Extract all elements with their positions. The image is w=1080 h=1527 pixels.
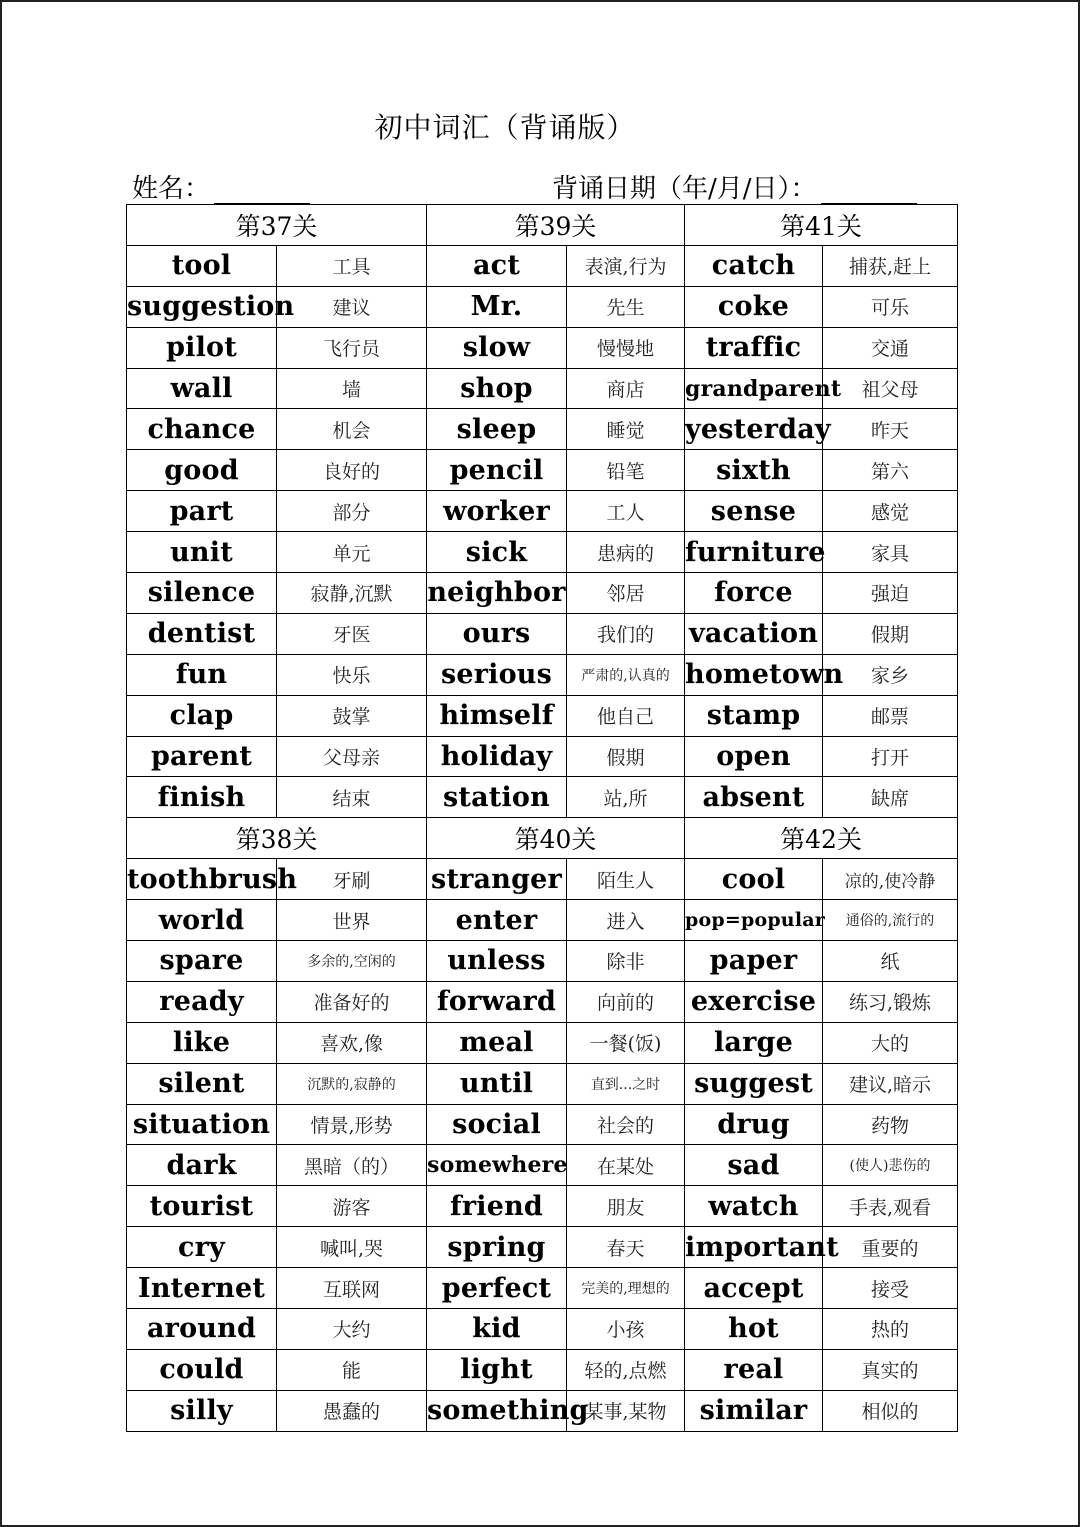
table-row xyxy=(127,1390,958,1431)
english-word: tool xyxy=(127,245,277,286)
english-word: vacation xyxy=(685,613,823,654)
english-word: neighbor xyxy=(427,573,567,614)
chinese-meaning: (使人)悲伤的 xyxy=(823,1145,958,1186)
chinese-meaning: 社会的 xyxy=(567,1104,685,1145)
english-word: something xyxy=(427,1390,567,1431)
english-word: real xyxy=(685,1349,823,1390)
english-word: perfect xyxy=(427,1268,567,1309)
english-word: parent xyxy=(127,736,277,777)
chinese-meaning: 家具 xyxy=(823,532,958,573)
english-word: fun xyxy=(127,654,277,695)
chinese-meaning: 打开 xyxy=(823,736,958,777)
english-word: until xyxy=(427,1063,567,1104)
chinese-meaning: 朋友 xyxy=(567,1186,685,1227)
chinese-meaning: 愚蠢的 xyxy=(277,1390,427,1431)
english-word: around xyxy=(127,1309,277,1350)
chinese-meaning: 黑暗（的） xyxy=(277,1145,427,1186)
english-word: holiday xyxy=(427,736,567,777)
english-word: force xyxy=(685,573,823,614)
table-row xyxy=(127,286,958,327)
chinese-meaning: 第六 xyxy=(823,450,958,491)
chinese-meaning: 铅笔 xyxy=(567,450,685,491)
chinese-meaning: 部分 xyxy=(277,491,427,532)
english-word: unit xyxy=(127,532,277,573)
english-word: finish xyxy=(127,777,277,818)
english-word: light xyxy=(427,1349,567,1390)
english-word: furniture xyxy=(685,532,823,573)
chinese-meaning: 热的 xyxy=(823,1309,958,1350)
chinese-meaning: 父母亲 xyxy=(277,736,427,777)
chinese-meaning: 真实的 xyxy=(823,1349,958,1390)
english-word: like xyxy=(127,1022,277,1063)
chinese-meaning: 结束 xyxy=(277,777,427,818)
english-word: Internet xyxy=(127,1268,277,1309)
english-word: pilot xyxy=(127,327,277,368)
chinese-meaning: 假期 xyxy=(823,613,958,654)
english-word: sixth xyxy=(685,450,823,491)
english-word: meal xyxy=(427,1022,567,1063)
english-word: grandparent xyxy=(685,368,823,409)
table-row xyxy=(127,1022,958,1063)
chinese-meaning: 感觉 xyxy=(823,491,958,532)
chinese-meaning: 春天 xyxy=(567,1227,685,1268)
chinese-meaning: 昨天 xyxy=(823,409,958,450)
english-word: pop=popular xyxy=(685,900,823,941)
level-header-row xyxy=(127,205,958,246)
chinese-meaning: 快乐 xyxy=(277,654,427,695)
english-word: sad xyxy=(685,1145,823,1186)
chinese-meaning: 完美的,理想的 xyxy=(567,1268,685,1309)
chinese-meaning: 鼓掌 xyxy=(277,695,427,736)
english-word: chance xyxy=(127,409,277,450)
chinese-meaning: 喜欢,像 xyxy=(277,1022,427,1063)
english-word: enter xyxy=(427,900,567,941)
chinese-meaning: 陌生人 xyxy=(567,859,685,900)
chinese-meaning: 可乐 xyxy=(823,286,958,327)
table-row xyxy=(127,736,958,777)
english-word: sick xyxy=(427,532,567,573)
chinese-meaning: 直到...之时 xyxy=(567,1063,685,1104)
chinese-meaning: 机会 xyxy=(277,409,427,450)
table-row xyxy=(127,1063,958,1104)
level-header: 第41关 xyxy=(685,205,958,246)
table-row xyxy=(127,654,958,695)
english-word: important xyxy=(685,1227,823,1268)
table-row xyxy=(127,900,958,941)
level-header: 第37关 xyxy=(127,205,427,246)
chinese-meaning: 牙医 xyxy=(277,613,427,654)
english-word: spring xyxy=(427,1227,567,1268)
chinese-meaning: 牙刷 xyxy=(277,859,427,900)
chinese-meaning: 纸 xyxy=(823,941,958,982)
english-word: slow xyxy=(427,327,567,368)
english-word: suggest xyxy=(685,1063,823,1104)
page-title: 初中词汇（背诵版） xyxy=(374,111,636,144)
chinese-meaning: 手表,观看 xyxy=(823,1186,958,1227)
english-word: stamp xyxy=(685,695,823,736)
chinese-meaning: 向前的 xyxy=(567,981,685,1022)
chinese-meaning: 患病的 xyxy=(567,532,685,573)
english-word: wall xyxy=(127,368,277,409)
english-word: coke xyxy=(685,286,823,327)
english-word: pencil xyxy=(427,450,567,491)
chinese-meaning: 重要的 xyxy=(823,1227,958,1268)
name-label: 姓名： xyxy=(132,174,211,204)
english-word: clap xyxy=(127,695,277,736)
english-word: accept xyxy=(685,1268,823,1309)
table-row xyxy=(127,245,958,286)
english-word: ours xyxy=(427,613,567,654)
english-word: catch xyxy=(685,245,823,286)
chinese-meaning: 在某处 xyxy=(567,1145,685,1186)
english-word: paper xyxy=(685,941,823,982)
chinese-meaning: 家乡 xyxy=(823,654,958,695)
date-label: 背诵日期（年/月/日）： xyxy=(552,174,817,204)
chinese-meaning: 建议 xyxy=(277,286,427,327)
english-word: large xyxy=(685,1022,823,1063)
chinese-meaning: 墙 xyxy=(277,368,427,409)
english-word: friend xyxy=(427,1186,567,1227)
chinese-meaning: 捕获,赶上 xyxy=(823,245,958,286)
table-row xyxy=(127,450,958,491)
chinese-meaning: 练习,锻炼 xyxy=(823,981,958,1022)
chinese-meaning: 慢慢地 xyxy=(567,327,685,368)
level-header: 第38关 xyxy=(127,818,427,859)
table-row xyxy=(127,409,958,450)
table-row xyxy=(127,1349,958,1390)
english-word: sense xyxy=(685,491,823,532)
level-header-row xyxy=(127,818,958,859)
chinese-meaning: 单元 xyxy=(277,532,427,573)
date-field xyxy=(552,168,917,205)
english-word: similar xyxy=(685,1390,823,1431)
chinese-meaning: 能 xyxy=(277,1349,427,1390)
chinese-meaning: 强迫 xyxy=(823,573,958,614)
english-word: exercise xyxy=(685,981,823,1022)
table-row xyxy=(127,573,958,614)
english-word: world xyxy=(127,900,277,941)
english-word: ready xyxy=(127,981,277,1022)
chinese-meaning: 交通 xyxy=(823,327,958,368)
table-row xyxy=(127,1268,958,1309)
chinese-meaning: 严肃的,认真的 xyxy=(567,654,685,695)
english-word: sleep xyxy=(427,409,567,450)
english-word: kid xyxy=(427,1309,567,1350)
vocab-table xyxy=(126,204,958,1432)
table-row xyxy=(127,368,958,409)
chinese-meaning: 我们的 xyxy=(567,613,685,654)
chinese-meaning: 商店 xyxy=(567,368,685,409)
table-row xyxy=(127,491,958,532)
english-word: silly xyxy=(127,1390,277,1431)
level-header: 第40关 xyxy=(427,818,685,859)
english-word: situation xyxy=(127,1104,277,1145)
english-word: open xyxy=(685,736,823,777)
english-word: dentist xyxy=(127,613,277,654)
table-row xyxy=(127,1104,958,1145)
chinese-meaning: 轻的,点燃 xyxy=(567,1349,685,1390)
table-row xyxy=(127,327,958,368)
level-header: 第42关 xyxy=(685,818,958,859)
english-word: cool xyxy=(685,859,823,900)
english-word: drug xyxy=(685,1104,823,1145)
english-word: hometown xyxy=(685,654,823,695)
chinese-meaning: 某事,某物 xyxy=(567,1390,685,1431)
chinese-meaning: 世界 xyxy=(277,900,427,941)
chinese-meaning: 小孩 xyxy=(567,1309,685,1350)
chinese-meaning: 大的 xyxy=(823,1022,958,1063)
chinese-meaning: 凉的,使冷静 xyxy=(823,859,958,900)
chinese-meaning: 游客 xyxy=(277,1186,427,1227)
english-word: station xyxy=(427,777,567,818)
english-word: toothbrush xyxy=(127,859,277,900)
english-word: social xyxy=(427,1104,567,1145)
chinese-meaning: 表演,行为 xyxy=(567,245,685,286)
table-row xyxy=(127,532,958,573)
english-word: stranger xyxy=(427,859,567,900)
chinese-meaning: 喊叫,哭 xyxy=(277,1227,427,1268)
table-row xyxy=(127,613,958,654)
chinese-meaning: 一餐(饭) xyxy=(567,1022,685,1063)
chinese-meaning: 假期 xyxy=(567,736,685,777)
english-word: part xyxy=(127,491,277,532)
english-word: shop xyxy=(427,368,567,409)
chinese-meaning: 建议,暗示 xyxy=(823,1063,958,1104)
chinese-meaning: 互联网 xyxy=(277,1268,427,1309)
table-row xyxy=(127,1227,958,1268)
english-word: hot xyxy=(685,1309,823,1350)
table-row xyxy=(127,1145,958,1186)
english-word: suggestion xyxy=(127,286,277,327)
english-word: act xyxy=(427,245,567,286)
english-word: could xyxy=(127,1349,277,1390)
english-word: unless xyxy=(427,941,567,982)
english-word: silent xyxy=(127,1063,277,1104)
chinese-meaning: 邮票 xyxy=(823,695,958,736)
table-row xyxy=(127,1186,958,1227)
english-word: worker xyxy=(427,491,567,532)
chinese-meaning: 缺席 xyxy=(823,777,958,818)
english-word: dark xyxy=(127,1145,277,1186)
english-word: watch xyxy=(685,1186,823,1227)
chinese-meaning: 除非 xyxy=(567,941,685,982)
english-word: Mr. xyxy=(427,286,567,327)
table-row xyxy=(127,859,958,900)
chinese-meaning: 药物 xyxy=(823,1104,958,1145)
english-word: cry xyxy=(127,1227,277,1268)
chinese-meaning: 先生 xyxy=(567,286,685,327)
english-word: traffic xyxy=(685,327,823,368)
english-word: good xyxy=(127,450,277,491)
english-word: forward xyxy=(427,981,567,1022)
table-row xyxy=(127,1309,958,1350)
chinese-meaning: 准备好的 xyxy=(277,981,427,1022)
chinese-meaning: 睡觉 xyxy=(567,409,685,450)
english-word: somewhere xyxy=(427,1145,567,1186)
english-word: serious xyxy=(427,654,567,695)
chinese-meaning: 大约 xyxy=(277,1309,427,1350)
english-word: absent xyxy=(685,777,823,818)
chinese-meaning: 飞行员 xyxy=(277,327,427,368)
name-blank[interactable] xyxy=(214,175,310,205)
chinese-meaning: 寂静,沉默 xyxy=(277,573,427,614)
english-word: silence xyxy=(127,573,277,614)
english-word: himself xyxy=(427,695,567,736)
chinese-meaning: 相似的 xyxy=(823,1390,958,1431)
chinese-meaning: 通俗的,流行的 xyxy=(823,900,958,941)
name-field xyxy=(132,168,310,205)
chinese-meaning: 邻居 xyxy=(567,573,685,614)
table-row xyxy=(127,981,958,1022)
chinese-meaning: 工具 xyxy=(277,245,427,286)
english-word: tourist xyxy=(127,1186,277,1227)
chinese-meaning: 祖父母 xyxy=(823,368,958,409)
english-word: yesterday xyxy=(685,409,823,450)
chinese-meaning: 站,所 xyxy=(567,777,685,818)
table-row xyxy=(127,941,958,982)
table-row xyxy=(127,695,958,736)
chinese-meaning: 接受 xyxy=(823,1268,958,1309)
table-row xyxy=(127,777,958,818)
chinese-meaning: 多余的,空闲的 xyxy=(277,941,427,982)
chinese-meaning: 工人 xyxy=(567,491,685,532)
chinese-meaning: 良好的 xyxy=(277,450,427,491)
chinese-meaning: 沉默的,寂静的 xyxy=(277,1063,427,1104)
chinese-meaning: 情景,形势 xyxy=(277,1104,427,1145)
level-header: 第39关 xyxy=(427,205,685,246)
chinese-meaning: 进入 xyxy=(567,900,685,941)
english-word: spare xyxy=(127,941,277,982)
date-blank[interactable] xyxy=(821,175,917,205)
chinese-meaning: 他自己 xyxy=(567,695,685,736)
